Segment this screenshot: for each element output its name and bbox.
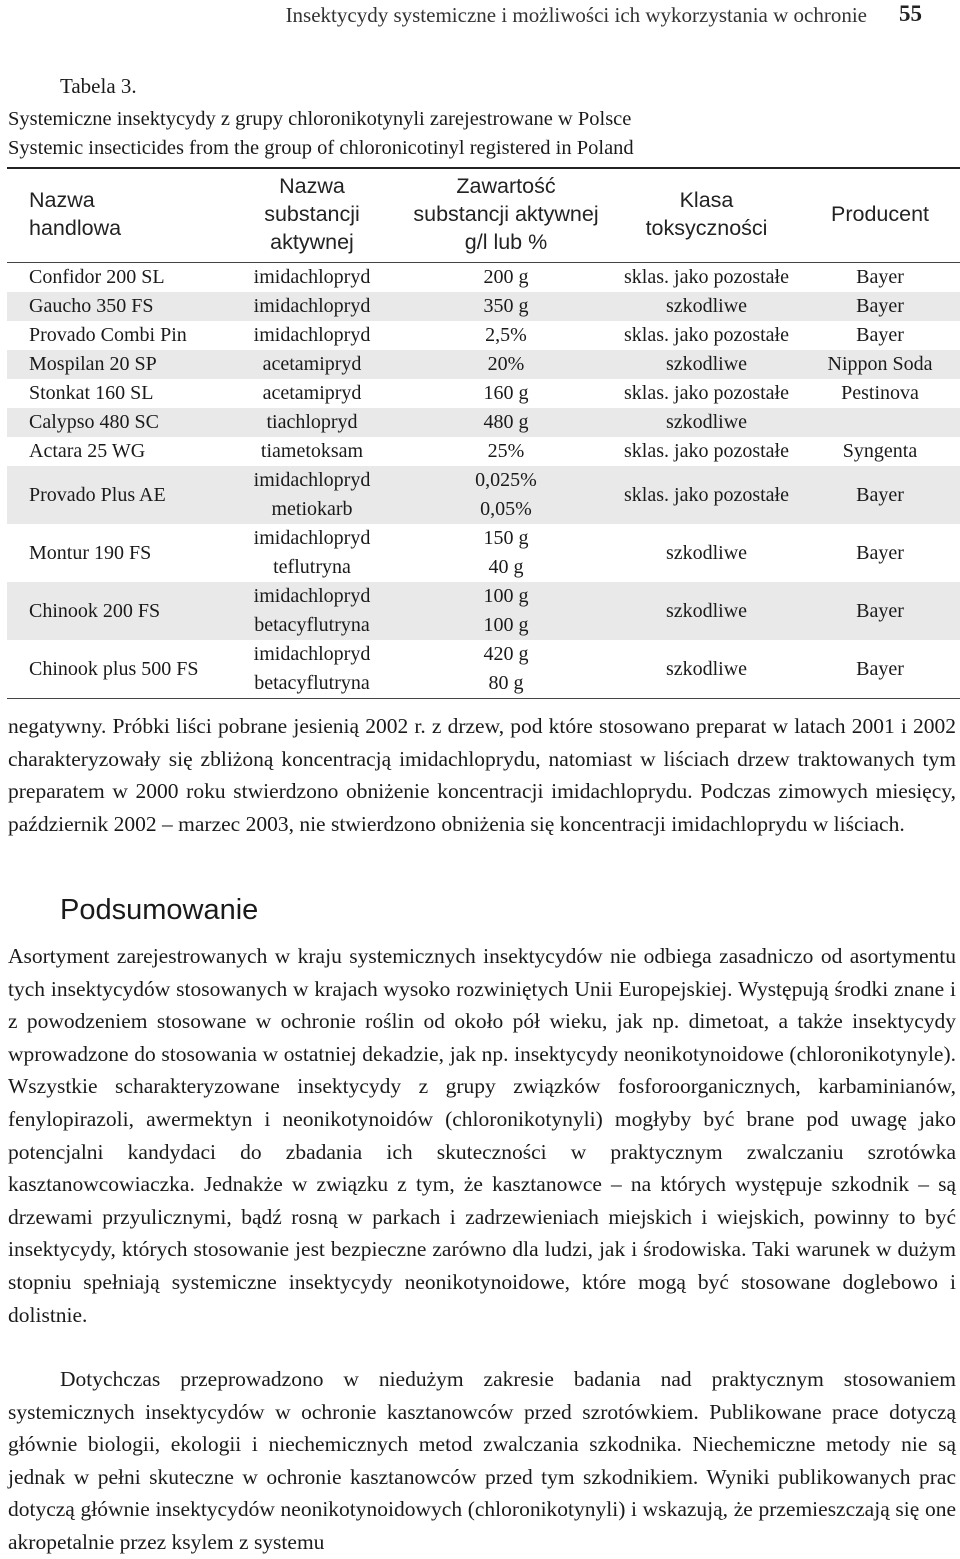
cell-toxicity-class: sklas. jako pozostałe [624,324,789,346]
cell-producer: Bayer [856,541,904,564]
header-content [399,168,613,263]
cell-active-substance-line: acetamipryd [262,382,362,404]
cell-toxicity-class: sklas. jako pozostałe [613,466,800,524]
cell-toxicity-class: szkodliwe [665,541,748,564]
cell-trade-name: Provado Combi Pin [29,324,187,346]
cell-content [399,379,613,408]
cell-producer: Bayer [800,640,960,699]
cell-producer: Pestinova [841,382,919,404]
cell-content-line: 80 g [488,672,524,694]
cell-content-line: 420 g [483,643,529,665]
header-toxicity-class [613,168,800,263]
cell-content-line: 200 g [483,266,529,288]
cell-active-substance [225,379,399,408]
table-row [7,582,960,640]
cell-trade-name: Gaucho 350 FS [7,292,225,321]
header-line: Nazwa [29,188,95,212]
header-trade-name [7,168,225,263]
cell-content [399,350,613,379]
cell-toxicity-class: szkodliwe [613,292,800,321]
cell-active-substance-line: tiametoksam [260,440,364,462]
running-head-title: Insektycydy systemiczne i możliwości ich wykorzystania w ochronie [285,3,867,27]
table-header-row [7,168,960,263]
table-row [7,350,960,379]
cell-content [399,437,613,466]
cell-content-line: 350 g [483,295,529,317]
cell-active-substance [225,292,399,321]
cell-producer: Bayer [856,324,904,346]
cell-producer [800,408,960,437]
cell-toxicity-class: szkodliwe [613,350,800,379]
cell-content-line: 480 g [483,411,529,433]
paragraph-summary-1: Asortyment zarejestrowanych w kraju systemicznych insektycydów nie odbiega zasadniczo od asortymentu tych insektycydów stosowanych w krajach wysoko rozwiniętych Unii Europejskiej. Występują środki znane i z powodzeniem stosowane w ochronie roślin od około pół wieku, jak np. dimetoat, a także insektycydy wprowadzone do stosowania w ostatniej dekadzie, jak np. insektycydy neonikotynoidowe (chloronikotynyle). Wszystkie scharakteryzowane insektycydy z grupy związków fosforoorganicznych, karbaminianów, fenylopirazoli, awermektyn i neonikotynoidów (chloronikotynyli) mogłyby być brane pod uwagę jako potencjalni kandydaci do zbadania ich skuteczności w praktycznym zwalczaniu szrotówka kasztanowcowiaczka. Jednakże w związku z tym, że kasztanowce – na których występuje szkodnik – są drzewami przyulicznymi, bądź rosną w parkach i zadrzewieniach miejskich i wiejskich, powinny to być insektycydy, których stosowanie jest bezpieczne zarówno dla ludzi, jak i środowiska. Taki warunek w dużym stopniu spełniają systemiczne insektycydy neonikotynoidowe, które mogą być stosowane doglebowo i dolistnie. [8,944,956,1327]
cell-active-substance-line: imidachlopryd [253,469,371,491]
cell-active-substance [225,437,399,466]
cell-active-substance [225,263,399,293]
header-line: Producent [830,202,929,226]
header-line: aktywnej [270,230,354,254]
table-row [7,640,960,699]
cell-active-substance-line: imidachlopryd [253,324,371,346]
cell-producer: Syngenta [842,440,918,462]
cell-content-line: 0,05% [480,498,532,520]
cell-content-line: 40 g [488,556,524,578]
header-line: Nazwa [279,174,345,198]
cell-toxicity-class: szkodliwe [613,640,800,699]
header-active-substance [225,168,399,263]
cell-content [399,640,613,699]
header-line: g/l lub % [464,230,548,254]
cell-content-line: 150 g [483,527,529,549]
cell-active-substance-line: tiachlopryd [266,411,358,433]
cell-active-substance-line: betacyflutryna [254,672,370,694]
cell-active-substance [225,350,399,379]
cell-content-line: 100 g [483,585,529,607]
cell-content-line: 160 g [483,382,529,404]
table-caption-en: Systemic insecticides from the group of chloronicotinyl registered in Poland [8,137,634,159]
cell-content [399,321,613,350]
cell-active-substance [225,640,399,699]
cell-active-substance-line: imidachlopryd [253,527,371,549]
cell-toxicity-class: szkodliwe [613,582,800,640]
cell-trade-name: Montur 190 FS [29,541,152,564]
cell-content [399,263,613,293]
cell-toxicity-class: szkodliwe [613,408,800,437]
cell-trade-name: Stonkat 160 SL [29,382,154,404]
paragraph-results: negatywny. Próbki liści pobrane jesienią 2002 r. z drzew, pod które stosowano preparat w latach 2001 i 2002 charakteryzowały się zbliżoną koncentracją imidachloprydu, natomiast w liściach drzew traktowanych tym preparatem w 2000 roku stwierdzono obniżenie koncentracji imidachloprydu. Podczas zimowych miesięcy, październik 2002 – marzec 2003, nie stwierdzono obniżenia się koncentracji imidachloprydu w liściach. [8,714,956,836]
insecticides-table [7,167,960,699]
cell-content [399,582,613,640]
cell-active-substance-line: teflutryna [273,556,351,578]
cell-active-substance-line: imidachlopryd [253,585,371,607]
header-line: handlowa [29,216,122,240]
cell-producer: Bayer [800,466,960,524]
cell-active-substance [225,466,399,524]
table-row [7,321,960,350]
cell-producer: Nippon Soda [800,350,960,379]
cell-trade-name: Calypso 480 SC [7,408,225,437]
header-line: substancji [264,202,360,226]
cell-active-substance-line: imidachlopryd [253,295,371,317]
cell-trade-name: Confidor 200 SL [29,266,165,288]
cell-content-line: 100 g [483,614,529,636]
cell-toxicity-class: sklas. jako pozostałe [624,266,789,288]
cell-active-substance [225,408,399,437]
cell-trade-name: Mospilan 20 SP [7,350,225,379]
cell-active-substance-line: betacyflutryna [254,614,370,636]
cell-content [399,292,613,321]
cell-producer: Bayer [800,292,960,321]
table-row [7,379,960,408]
cell-trade-name: Provado Plus AE [7,466,225,524]
cell-trade-name: Chinook 200 FS [7,582,225,640]
cell-toxicity-class: sklas. jako pozostałe [624,382,789,404]
cell-content-line: 25% [487,440,525,462]
header-line: Zawartość [456,174,556,198]
cell-content-line: 2,5% [485,324,527,346]
cell-content [399,466,613,524]
cell-active-substance-line: imidachlopryd [253,643,371,665]
table-caption-pl: Systemiczne insektycydy z grupy chloronikotynyli zarejestrowane w Polsce [8,108,632,130]
cell-active-substance-line: metiokarb [271,498,353,520]
cell-toxicity-class: sklas. jako pozostałe [624,440,789,462]
cell-trade-name: Chinook plus 500 FS [7,640,225,699]
cell-content [399,408,613,437]
table-row [7,524,960,582]
cell-trade-name: Actara 25 WG [29,440,146,462]
section-heading-summary: Podsumowanie [60,894,259,926]
table-row [7,263,960,293]
table-row [7,292,960,321]
cell-content-line: 0,025% [475,469,537,491]
table-row [7,437,960,466]
cell-producer: Bayer [856,266,904,288]
page-number: 55 [899,1,922,26]
header-line: Klasa [679,188,734,212]
cell-active-substance [225,582,399,640]
table-body [7,263,960,699]
cell-producer: Bayer [800,582,960,640]
cell-content-line: 20% [487,353,525,375]
cell-active-substance-line: imidachlopryd [253,266,371,288]
cell-active-substance [225,524,399,582]
header-line: toksyczności [645,216,768,240]
table-row [7,408,960,437]
table-label: Tabela 3. [60,74,137,98]
running-head [0,0,960,32]
paragraph-summary-2: Dotychczas przeprowadzono w niedużym zakresie badania nad praktycznym stosowaniem systemicznych insektycydów w ochronie kasztanowców przed szrotówkiem. Publikowane prace dotyczą głównie biologii, ekologii i niechemicznych metod zwalczania szkodnika. Niechemiczne metody nie są jednak w pełni skuteczne w ochronie kasztanowców przed tym szkodnikiem. Wyniki publikowanych prac dotyczą głównie insektycydów neonikotynoidowych (chloronikotynyli) i wskazują, że przemieszczają się one akropetalnie przez ksylem z systemu [8,1367,956,1554]
cell-active-substance-line: acetamipryd [262,353,362,375]
cell-content [399,524,613,582]
cell-active-substance [225,321,399,350]
header-line: substancji aktywnej [413,202,599,226]
header-producer [800,168,960,263]
table-row [7,466,960,524]
